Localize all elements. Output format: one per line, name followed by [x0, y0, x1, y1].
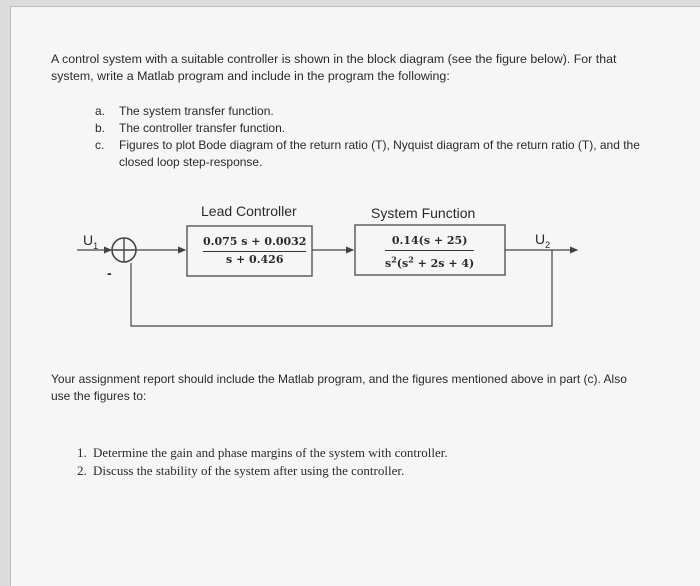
input-signal-label: $U_1$	[83, 232, 99, 251]
list-marker: c.	[95, 138, 105, 152]
system-transfer-function	[385, 234, 474, 271]
feedback-line	[131, 250, 552, 326]
tasks-list	[77, 444, 637, 480]
list-marker: 2.	[77, 463, 87, 478]
list-marker: a.	[95, 104, 106, 118]
intro-paragraph: A control system with a suitable controller is shown in the block diagram (see the figure below). For that system, write a Matlab program and include in the program the following:	[51, 52, 617, 83]
requirements-list	[95, 103, 655, 171]
system-title: System Function	[371, 205, 476, 221]
list-marker: b.	[95, 121, 106, 135]
output-signal-label: $U_2$	[535, 231, 551, 250]
fraction-bar	[203, 251, 306, 252]
fraction-bar	[385, 250, 474, 251]
controller-numerator: 0.075 s + 0.0032	[203, 235, 307, 248]
controller-transfer-function	[203, 235, 306, 267]
list-item	[95, 137, 655, 171]
system-denominator: $s^2(s^2 + 2s + 4)$	[385, 254, 475, 270]
controller-denominator: s + 0.426	[225, 253, 284, 266]
document-page	[10, 6, 700, 586]
list-marker: 1.	[77, 445, 87, 460]
list-item	[95, 103, 655, 120]
list-item	[77, 462, 637, 480]
feedback-sign: -	[107, 265, 112, 281]
report-paragraph: Your assignment report should include the Matlab program, and the figures mentioned above in part (c). Also use the figures to:	[51, 372, 627, 403]
list-text: Discuss the stability of the system after using the controller.	[93, 463, 405, 478]
list-text: Determine the gain and phase margins of the system with controller.	[93, 445, 448, 460]
list-item	[77, 444, 637, 462]
list-item	[95, 120, 655, 137]
list-text: Figures to plot Bode diagram of the return ratio (T), Nyquist diagram of the return ratio (T), and the closed loop step-response.	[119, 138, 640, 169]
system-numerator: 0.14(s + 25)	[391, 234, 468, 247]
list-text: The system transfer function.	[119, 104, 274, 118]
controller-title: Lead Controller	[201, 203, 297, 219]
diagram-lines	[77, 199, 597, 334]
list-text: The controller transfer function.	[119, 121, 286, 135]
